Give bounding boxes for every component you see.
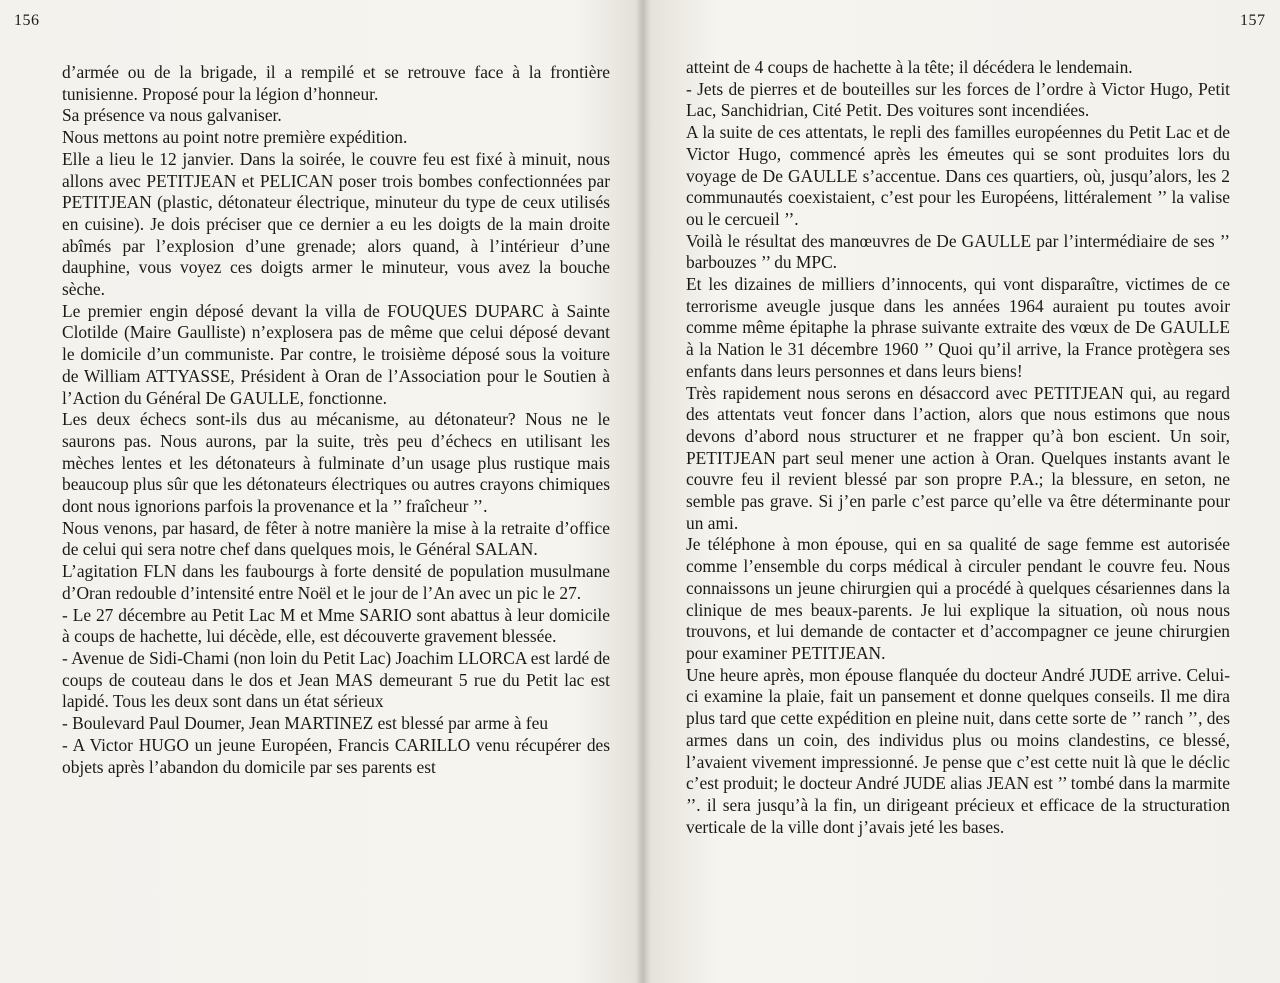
list-item: - Boulevard Paul Doumer, Jean MARTINEZ est blessé par arme à feu — [62, 713, 549, 734]
paragraph: Je téléphone à mon épouse, qui en sa qualité de sage femme est autorisée comme l’ensemble du corps médical à circuler pendant le couvre feu. Nous connaissons un jeune chirurgien qui a procédé à quelques césariennes dans la clinique de mes beaux-parents. Je lui explique la situation, où nous nous trouvons, et lui demande de contacter et d’accompagner ce jeune chirurgien pour examiner PETITJEAN. — [686, 534, 1230, 663]
list-item: - Le 27 décembre au Petit Lac M et Mme SARIO sont abattus à leur domicile à coups de hachette, lui décède, elle, est découverte gravement blessée. — [62, 604, 610, 647]
paragraph: d’armée ou de la brigade, il a rempilé et se retrouve face à la frontière tunisienne. Proposé pour la légion d’honneur. — [62, 62, 610, 104]
paragraph: Et les dizaines de milliers d’innocents, qui vont disparaître, victimes de ce terrorisme aveugle jusque dans les années 1964 auraient pu toutes avoir comme même épitaphe la phrase suivante extraite des vœux de De GAULLE à la Nation le 31 décembre 1960 ’’ Quoi qu’il arrive, la France protègera ses enfants dans leurs personnes et dans leurs biens! — [686, 274, 1230, 381]
page-number-left: 156 — [14, 12, 40, 29]
paragraph: Très rapidement nous serons en désaccord avec PETITJEAN qui, au regard des attentats veut foncer dans l’action, alors que nous estimons que nous devons d’abord nous structurer et ne frapper qu’à bon escient. Un soir, PETITJEAN part seul mener une action à Oran. Quelques instants avant le couvre feu il revient blessé par son propre P.A.; la blessure, en seton, ne semble pas grave. Si j’en parle c’est parce qu’elle va être déterminante pour un ami. — [686, 382, 1230, 533]
paragraph: L’agitation FLN dans les faubourgs à forte densité de population musulmane d’Oran redouble d’intensité entre Noël et le jour de l’An avec un pic le 27. — [62, 561, 610, 603]
paragraph: A la suite de ces attentats, le repli des familles européennes du Petit Lac et de Victor Hugo, commencé après les émeutes qui se sont produites lors du voyage de De GAULLE s’accentue. Dans ces quartiers, où, jusqu’alors, les 2 communautés coexistaient, c’est pour les Européens, littéralement ’’ la valise ou le cercueil ’’. — [686, 122, 1230, 229]
paragraph: Voilà le résultat des manœuvres de De GAULLE par l’intermédiaire de ses ’’ barbouzes ’’ du MPC. — [686, 230, 1230, 273]
paragraph: Les deux échecs sont-ils dus au mécanisme, au détonateur? Nous ne le saurons pas. Nous aurons, par la suite, très peu d’échecs en utilisant les mèches lentes et les détonateurs à fulminate d’un usage plus rustique mais beaucoup plus sûr que les détonateurs électriques ou autres crayons chimiques dont nous ignorions parfois la provenance et la ’’ fraîcheur ’’. — [62, 409, 610, 517]
page-number-right: 157 — [1240, 12, 1266, 29]
paragraph: Nous venons, par hasard, de fêter à notre manière la mise à la retraite d’office de celui qui sera notre chef dans quelques mois, le Général SALAN. — [62, 517, 610, 560]
right-page-text — [686, 57, 1230, 838]
book-gutter — [636, 0, 650, 983]
paragraph: Elle a lieu le 12 janvier. Dans la soirée, le couvre feu est fixé à minuit, nous allons avec PETITJEAN et PELICAN poser trois bombes confectionnées par PETITJEAN (plastic, détonateur électrique, minuteur du type de ceux utilisés en cuisine). Je dois préciser que ce dernier a eu les doigts de la main droite abîmés par l’explosion d’une grenade; alors quand, à l’intérieur d’une dauphine, vous voyez ces doigts armer le minuteur, vous avez la bouche sèche. — [62, 148, 610, 300]
left-page-text — [62, 62, 610, 778]
list-item: - Avenue de Sidi-Chami (non loin du Petit Lac) Joachim LLORCA est lardé de coups de couteau dans le dos et Jean MAS demeurant 5 rue du Petit lac est lapidé. Tous les deux sont dans un état sérieux — [62, 647, 610, 712]
list-item: - Jets de pierres et de bouteilles sur les forces de l’ordre à Victor Hugo, Petit Lac, Sanchidrian, Cité Petit. Des voitures sont incendiées. — [686, 78, 1230, 121]
paragraph: atteint de 4 coups de hachette à la tête; il décédera le lendemain. — [686, 57, 1133, 77]
paragraph: Nous mettons au point notre première expédition. — [62, 127, 408, 148]
paragraph: Une heure après, mon épouse flanquée du docteur André JUDE arrive. Celui-ci examine la plaie, fait un pansement et donne quelques conseils. Il me dira plus tard que cette expédition en pleine nuit, dans cette sorte de ’’ ranch ’’, des armes dans un coin, des individus plus ou moins clandestins, ce blessé, l’avaient vivement impressionné. Je pense que c’est cette nuit là que le déclic c’est produit; le docteur André JUDE alias JEAN est ’’ tombé dans la marmite ’’. il sera jusqu’à la fin, un dirigeant précieux et efficace de la structuration verticale de la ville dont j’avais jeté les bases. — [686, 664, 1230, 837]
list-item: - A Victor HUGO un jeune Européen, Francis CARILLO venu récupérer des objets après l’abandon du domicile par ses parents est — [62, 734, 610, 777]
paragraph: Sa présence va nous galvaniser. — [62, 105, 282, 126]
paragraph: Le premier engin déposé devant la villa de FOUQUES DUPARC à Sainte Clotilde (Maire Gaulliste) n’explosera pas de même que celui déposé devant le domicile d’un communiste. Par contre, le troisième déposé sous la voiture de William ATTYASSE, Président à Oran de l’Association pour le Soutien à l’Action du Général De GAULLE, fonctionne. — [62, 300, 610, 408]
